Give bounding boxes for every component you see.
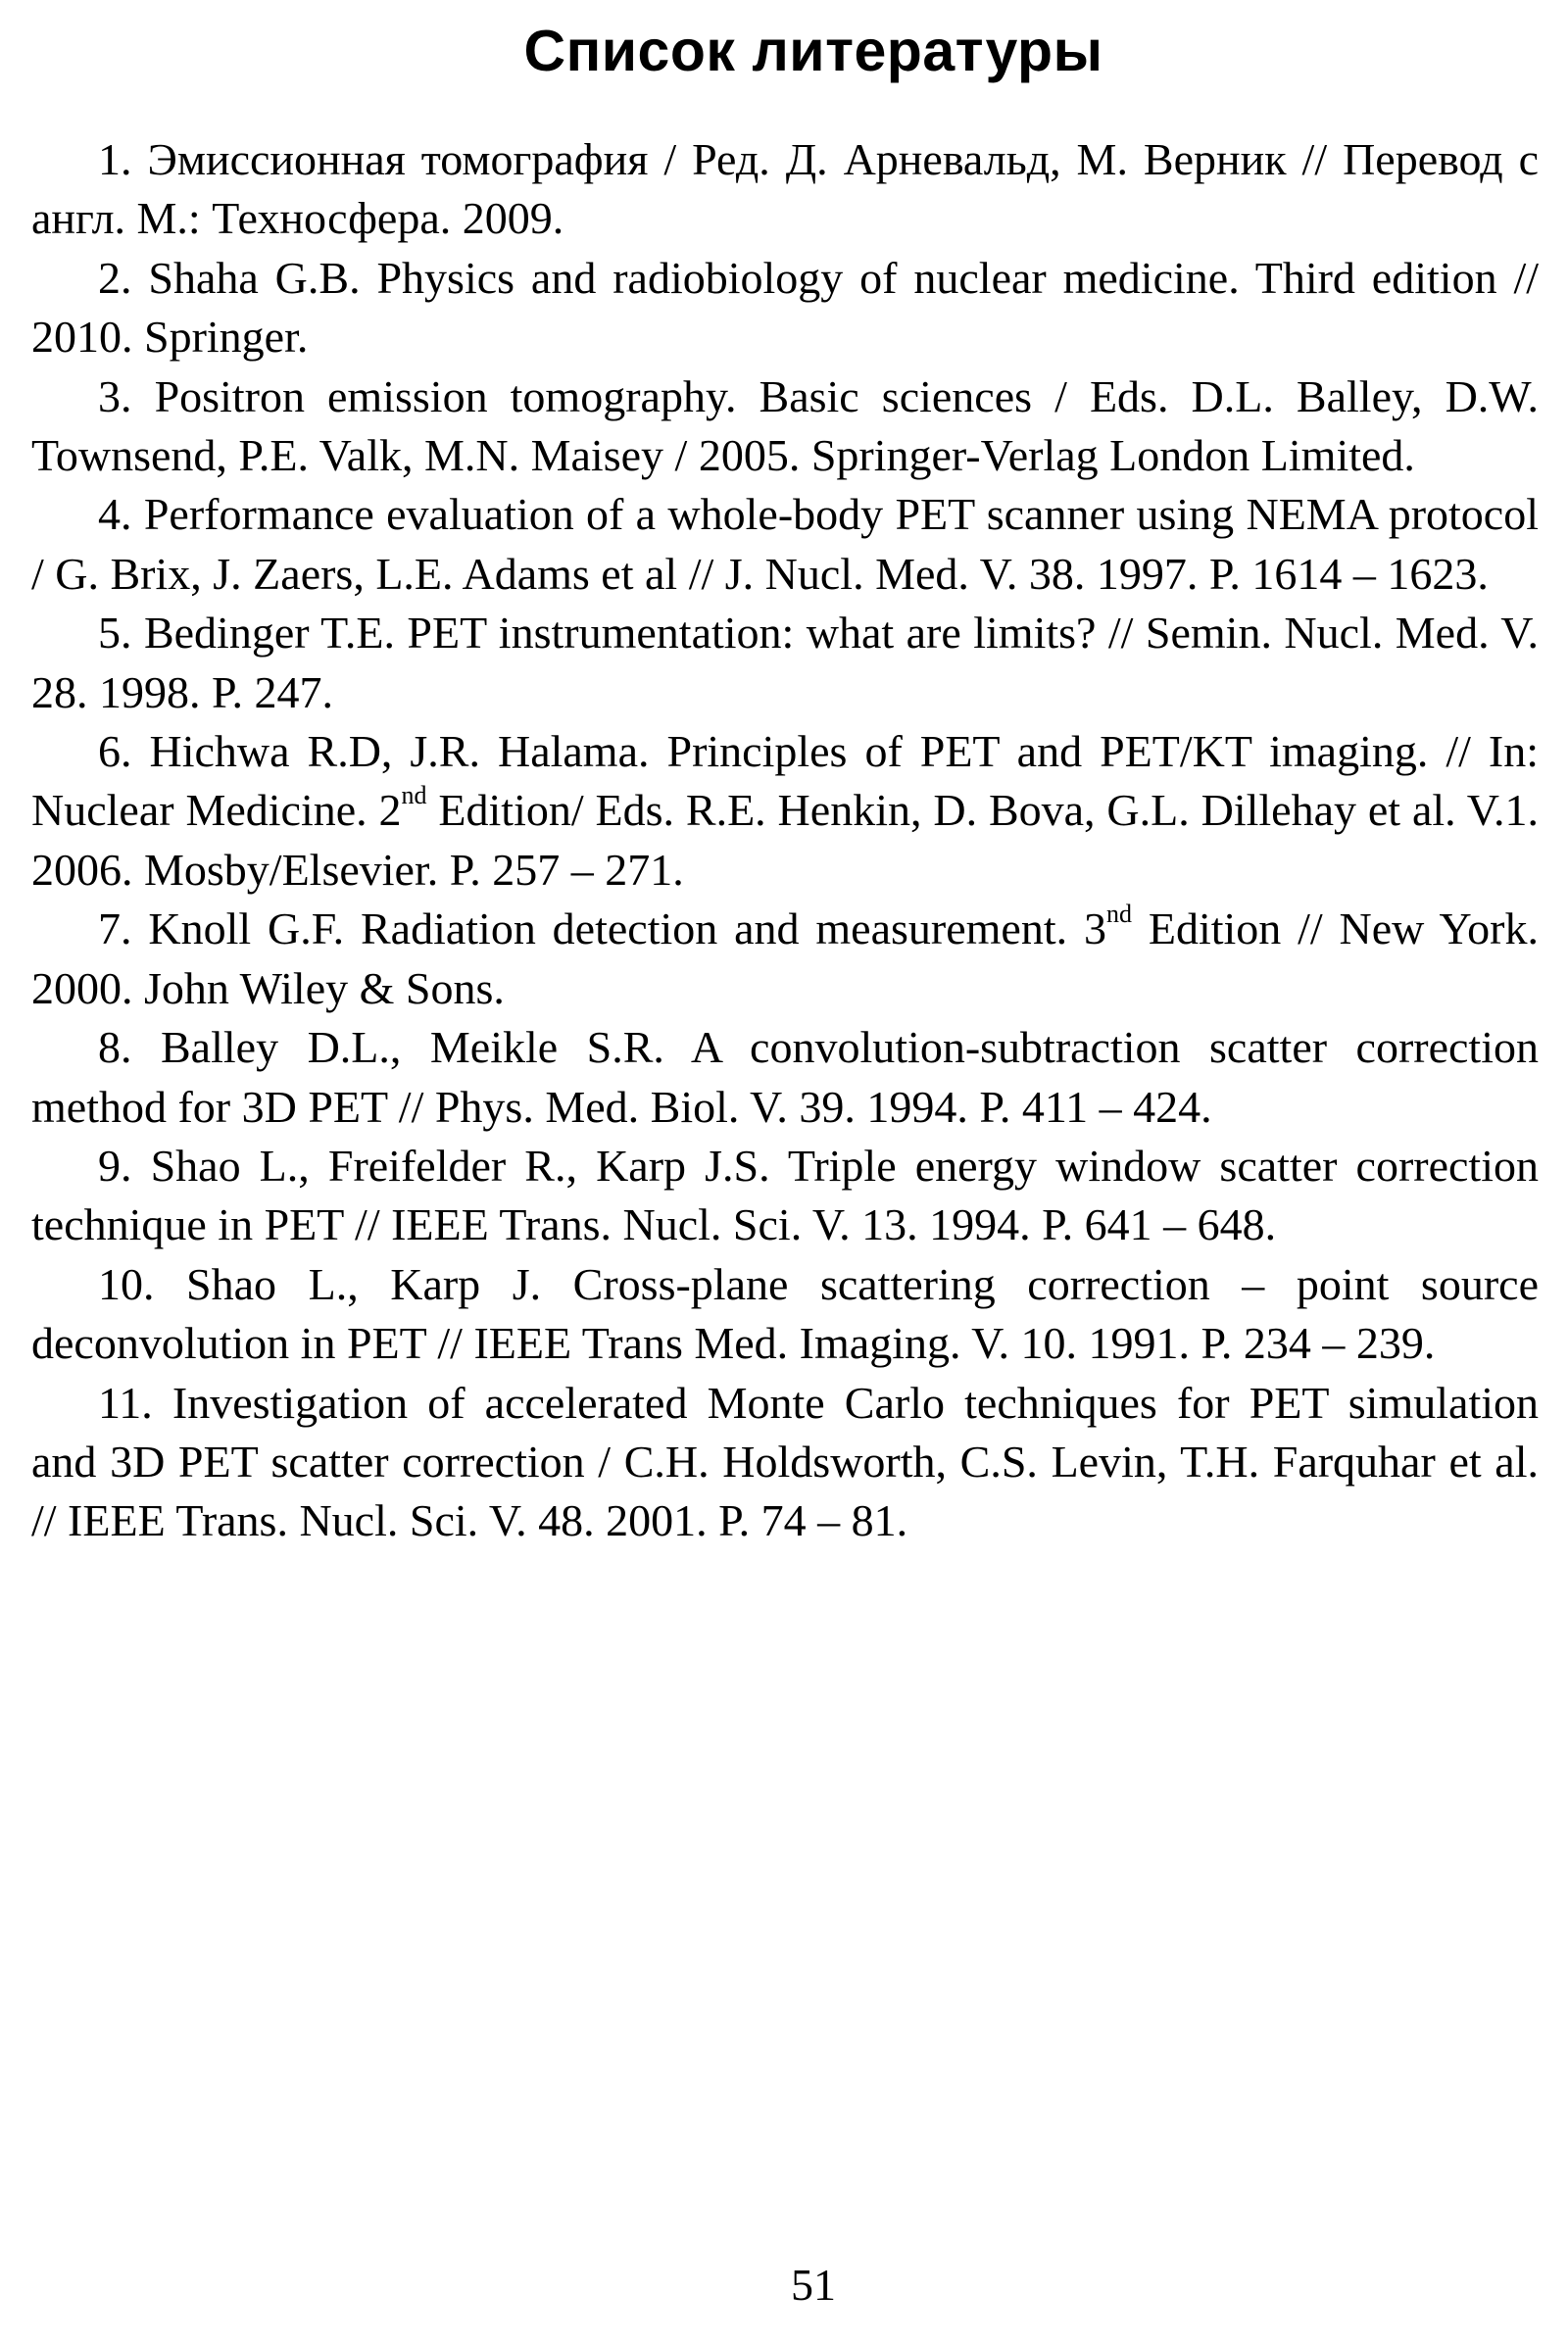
reference-number: 4.: [98, 489, 132, 540]
reference-number: 6.: [98, 726, 132, 777]
reference-number: 1.: [98, 134, 132, 184]
reference-text: Shao L., Freifelder R., Karp J.S. Triple energy window scatter correction technique in PET // IEEE Trans. Nucl. Sci. V. 13. 1994. P. 641 – 648.: [31, 1140, 1539, 1250]
page-title: Список литературы: [523, 19, 1103, 83]
reference-item: [31, 249, 1539, 367]
reference-item: [31, 1018, 1539, 1137]
reference-number: 2.: [98, 252, 132, 303]
reference-text-start: Knoll G.F. Radiation detection and measurement. 3: [148, 903, 1106, 954]
reference-number: 3.: [98, 370, 132, 421]
reference-text: Эмиссионная томография / Ред. Д. Арневальд, М. Верник // Перевод с англ. М.: Техносфера. 2009.: [31, 134, 1539, 244]
reference-item: [31, 900, 1539, 1018]
reference-text: Shao L., Karp J. Cross-plane scattering correction – point source deconvolution in PET // IEEE Trans Med. Imaging. V. 10. 1991. P. 234 – 239.: [31, 1258, 1539, 1369]
reference-item: [31, 604, 1539, 722]
reference-text-end: Edition // New York. 2000. John Wiley & Sons.: [31, 903, 1539, 1013]
reference-number: 8.: [98, 1022, 132, 1073]
reference-number: 11.: [98, 1377, 153, 1428]
ordinal-superscript: nd: [1105, 900, 1132, 929]
reference-item: [31, 1374, 1539, 1551]
reference-number: 10.: [98, 1258, 155, 1309]
reference-text-start: Hichwa R.D, J.R. Halama. Principles of PET and PET/KT imaging. // In: Nuclear Medicine. 2: [31, 726, 1539, 836]
reference-item: [31, 1255, 1539, 1374]
reference-list: [31, 130, 1539, 1551]
reference-text: Bedinger T.E. PET instrumentation: what are limits? // Semin. Nucl. Med. V. 28. 1998. P. 247.: [31, 608, 1540, 717]
reference-text: Investigation of accelerated Monte Carlo techniques for PET simulation and 3D PET scatter correction / C.H. Holdsworth, C.S. Levin, T.H. Farquhar et al. // IEEE Trans. Nucl. Sci. V. 48. 2001. P. 74 – 81.: [31, 1377, 1539, 1546]
page-number: 51: [791, 2260, 836, 2310]
reference-number: 9.: [98, 1140, 132, 1191]
reference-item: [31, 1137, 1539, 1255]
reference-text-end: Edition/ Eds. R.E. Henkin, D. Bova, G.L. Dillehay et al. V.1. 2006. Mosby/Elsevier. P. 257 – 271.: [31, 785, 1539, 895]
reference-number: 5.: [98, 608, 132, 659]
reference-text: Shaha G.B. Physics and radiobiology of nuclear medicine. Third edition // 2010. Springer.: [31, 252, 1540, 363]
reference-item: [31, 367, 1539, 486]
ordinal-superscript: nd: [401, 781, 427, 810]
reference-item: [31, 130, 1539, 249]
reference-text: Performance evaluation of a whole-body PET scanner using NEMA protocol / G. Brix, J. Zaers, L.E. Adams et al // J. Nucl. Med. V. 38. 1997. P. 1614 – 1623.: [31, 489, 1540, 599]
reference-text: Balley D.L., Meikle S.R. A convolution-subtraction scatter correction method for 3D PET // Phys. Med. Biol. V. 39. 1994. P. 411 – 424.: [31, 1022, 1539, 1132]
reference-item: [31, 722, 1539, 900]
reference-item: [31, 485, 1539, 604]
reference-number: 7.: [98, 903, 132, 954]
reference-text: Positron emission tomography. Basic sciences / Eds. D.L. Balley, D.W. Townsend, P.E. Valk, M.N. Maisey / 2005. Springer-Verlag London Limited.: [31, 370, 1539, 481]
